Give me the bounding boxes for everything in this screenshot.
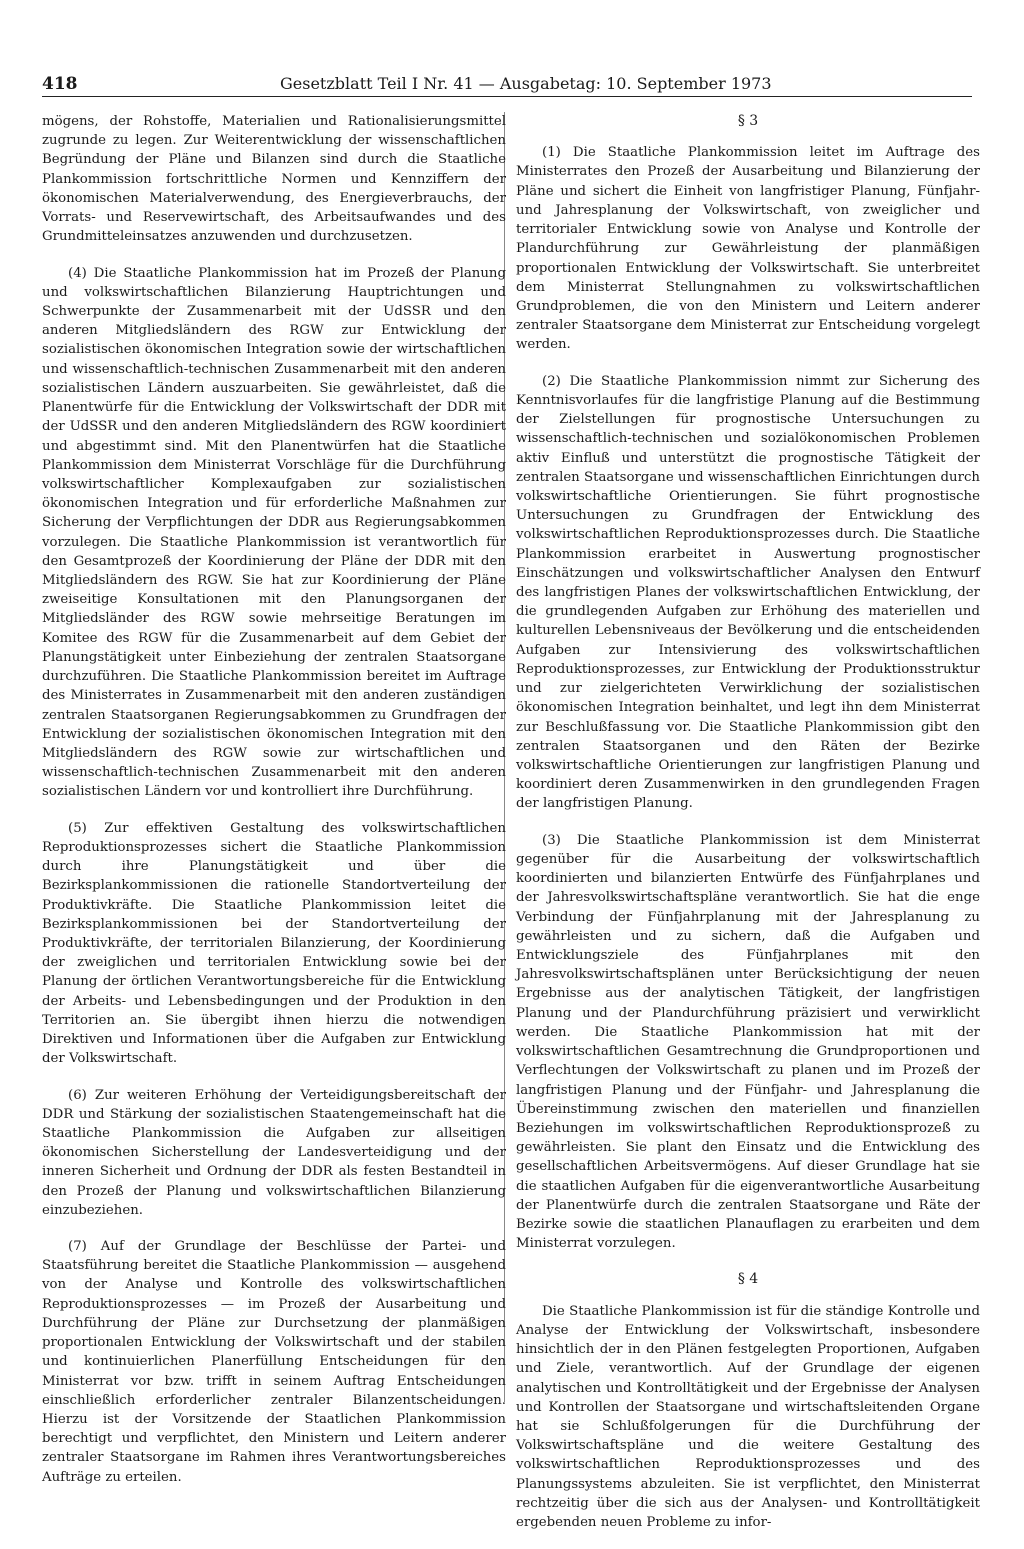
section-4-paragraph-1: Die Staatliche Plankommission ist für die ständige Kontrolle und Analyse der Entwicklung der Volkswirtschaft, insbesondere hinsichtlich der in den Plänen festgelegten Proportionen, Aufgaben und Ziele, verantwortlich. Auf der Grundlage der eigenen analytischen und Kontrolltätigkeit und der Ergebnisse der Analysen und Kontrollen der Staatsorgane und wirtschaftsleitenden Organe hat sie Schlußfolgerungen für die Durchführung der Volkswirtschaftspläne und die weitere Gestaltung des volkswirtschaftlichen Reproduktionsprozesses und des Planungssystems abzuleiten. Sie ist verpflichtet, den Ministerrat rechtzeitig über die sich aus der Analysen- und Kontrolltätigkeit ergebenden neuen Probleme zu infor- — [516, 1303, 980, 1531]
page-number: 418 — [42, 74, 78, 94]
paragraph-4: (4) Die Staatliche Plankommission hat im Prozeß der Planung und volkswirtschaftlichen Bilanzierung Hauptrichtungen und Schwerpunkte der Zusammenarbeit mit der UdSSR und den anderen Mitgliedsländern des RGW zur Entwicklung der sozialistischen ökonomischen Integration sowie der wirtschaftlichen und wissenschaftlich-technischen Zusammenarbeit mit den anderen sozialistischen Ländern auszuarbeiten. Sie gewährleistet, daß die Planentwürfe für die Entwicklung der Volkswirtschaft der DDR mit der UdSSR und den anderen Mitgliedsländern des RGW koordiniert und abgestimmt sind. Mit den Planentwürfen hat die Staatliche Plankommission dem Ministerrat Vorschläge für die Durchführung volkswirtschaftlicher Komplexaufgaben zur sozialistischen ökonomischen Integration und für erforderliche Maßnahmen zur Sicherung der Verpflichtungen der DDR aus Regierungsabkommen vorzulegen. Die Staatliche Plankommission ist verantwortlich für den Gesamtprozeß der Koordinierung der Pläne der DDR mit den Mitgliedsländern des RGW. Sie hat zur Koordinierung der Pläne zweiseitige Konsultationen mit den Planungsorganen der Mitgliedsländer des RGW sowie mehrseitige Beratungen im Komitee des RGW für die Zusammenarbeit auf dem Gebiet der Planungstätigkeit unter Einbeziehung der zentralen Staatsorgane durchzuführen. Die Staatliche Plankommission bereitet im Auftrage des Ministerrates in Zusammenarbeit mit den anderen zuständigen zentralen Staatsorganen Regierungsabkommen zu Grundfragen der Entwicklung der sozialistischen ökonomischen Integration mit den Mitgliedsländern des RGW sowie zur wirtschaftlichen und wissenschaftlich-technischen Zusammenarbeit mit den anderen sozialistischen Ländern vor und kontrolliert ihre Durchführung. — [42, 265, 506, 800]
section-4-heading: § 4 — [737, 1271, 759, 1288]
section-3-heading: § 3 — [737, 113, 759, 129]
paragraph-6: (6) Zur weiteren Erhöhung der Verteidigungsbereitschaft der DDR und Stärkung der sozialistischen Staatengemeinschaft hat die Staatliche Plankommission die Aufgaben zur allseitigen ökonomischen Sicherstellung der Landesverteidigung und der inneren Sicherheit und Ordnung der DDR als festen Bestandteil in den Prozeß der Planung und volkswirtschaftlichen Bilanzierung einzubeziehen. — [42, 1087, 506, 1218]
paragraph-7: (7) Auf der Grundlage der Beschlüsse der Partei- und Staatsführung bereitet die Staatliche Plankommission — ausgehend von der Analyse und Kontrolle des volkswirtschaftlichen Reproduktionsprozesses — im Prozeß der Ausarbeitung und Durchführung der Pläne zur Durchsetzung der planmäßigen proportionalen Entwicklung der Volkswirtschaft und der stabilen und kontinuierlichen Planerfüllung Entscheidungen für den Ministerrat vor bzw. trifft in seinem Auftrag Entscheidungen einschließlich erforderlicher zentraler Bilanzentscheidungen. Hierzu ist der Vorsitzende der Staatlichen Plankommission berechtigt und verpflichtet, den Ministern und Leitern anderer zentraler Staatsorgane im Rahmen ihres Verantwortungsbereiches Aufträge zu erteilen. — [42, 1239, 506, 1485]
page-header — [42, 74, 972, 97]
paragraph-continuation: mögens, der Rohstoffe, Materialien und Rationalisierungsmittel zugrunde zu legen. Zur Weiterentwicklung der wissenschaftlichen Begründung der Pläne und Bilanzen sind durch die Staatliche Plankommission fortschrittliche Normen und Kennziffern der ökonomischen Materialverwendung, des Energieverbrauchs, der Vorrats- und Reservewirtschaft, des Arbeitsaufwandes und des Grundmitteleinsatzes anzuwenden und durchzusetzen. — [42, 114, 506, 245]
section-3-paragraph-2: (2) Die Staatliche Plankommission nimmt zur Sicherung des Kenntnisvorlaufes für die langfristige Planung auf die Bestimmung der Zielstellungen für prognostische Untersuchungen zu wissenschaftlich-technischen und sozialökonomischen Problemen aktiv Einfluß und unterstützt die prognostische Tätigkeit der zentralen Staatsorgane und wissenschaftlichen Einrichtungen durch volkswirtschaftliche Orientierungen. Sie führt prognostische Untersuchungen zu Grundfragen der Entwicklung des volkswirtschaftlichen Reproduktionsprozesses durch. Die Staatliche Plankommission erarbeitet in Auswertung prognostischer Einschätzungen und volkswirtschaftlicher Analysen den Entwurf des langfristigen Planes der volkswirtschaftlichen Entwicklung, der die grundlegenden Aufgaben zur Erhöhung des materiellen und kulturellen Lebensniveaus der Bevölkerung und die entscheidenden Aufgaben zur Intensivierung des volkswirtschaftlichen Reproduktionsprozesses, zur Entwicklung der Produktionsstruktur und zur zielgerichteten Verwirklichung der sozialistischen ökonomischen Integration beinhaltet, und legt ihn dem Ministerrat zur Beschlußfassung vor. Die Staatliche Plankommission gibt den zentralen Staatsorganen und den Räten der Bezirke volkswirtschaftliche Orientierungen zur langfristigen Planung und koordiniert deren Zusammenwirken in den grundlegenden Fragen der langfristigen Planung. — [516, 373, 980, 812]
right-column — [516, 112, 980, 1549]
left-column — [42, 112, 506, 1504]
section-3-paragraph-1: (1) Die Staatliche Plankommission leitet im Auftrage des Ministerrates den Prozeß der Ausarbeitung und Bilanzierung der Pläne und sichert die Einheit von langfristiger Planung, Fünfjahr- und Jahresplanung der Volkswirtschaft, von zweiglicher und territorialer Entwicklung sowie von Analyse und Kontrolle der Plandurchführung zur Gewährleistung der planmäßigen proportionalen Entwicklung der Volkswirtschaft. Sie unterbreitet dem Ministerrat Stellungnahmen zu volkswirtschaftlichen Grundproblemen, die von den Ministern und Leitern anderer zentraler Staatsorgane dem Ministerrat zur Entscheidung vorgelegt werden. — [516, 145, 980, 353]
section-3-paragraph-3: (3) Die Staatliche Plankommission ist dem Ministerrat gegenüber für die Ausarbeitung der volkswirtschaftlich koordinierten und bilanzierten Entwürfe des Fünfjahrplanes und der Jahresvolkswirtschaftspläne verantwortlich. Sie hat die enge Verbindung der Fünfjahrplanung mit der Jahresplanung zu gewährleisten und zu sichern, daß die Aufgaben und Entwicklungsziele des Fünfjahrplanes mit den Jahresvolkswirtschaftsplänen unter Berücksichtigung der neuen Ergebnisse aus der analytischen Tätigkeit, der langfristigen Planung und der Plandurchführung präzisiert und verwirklicht werden. Die Staatliche Plankommission hat mit der volkswirtschaftlichen Gesamtrechnung die Grundproportionen und Verflechtungen der Volkswirtschaft zu planen und im Prozeß der langfristigen Planung und der Fünfjahr- und Jahresplanung die Übereinstimmung zwischen den materiellen und finanziellen Beziehungen im volkswirtschaftlichen Reproduktionsprozeß zu gewährleisten. Sie plant den Einsatz und die Entwicklung des gesellschaftlichen Arbeitsvermögens. Auf dieser Grundlage hat sie die staatlichen Aufgaben für die eigenverantwortliche Ausarbeitung der Planentwürfe durch die zentralen Staatsorgane und Räte der Bezirke sowie die staatlichen Planauflagen zu erarbeiten und dem Ministerrat vorzulegen. — [516, 832, 980, 1252]
paragraph-5: (5) Zur effektiven Gestaltung des volkswirtschaftlichen Reproduktionsprozesses sichert die Staatliche Plankommission durch ihre Planungstätigkeit und über die Bezirksplankommissionen die rationelle Standortverteilung der Produktivkräfte. Die Staatliche Plankommission leitet die Bezirksplankommissionen bei der Standortverteilung der Produktivkräfte, der territorialen Bilanzierung, der Koordinierung der zweiglichen und territorialen Entwicklung sowie bei der Planung der örtlichen Verantwortungsbereiche für die Entwicklung der Arbeits- und Lebensbedingungen und der Produktion in den Territorien an. Sie übergibt ihnen hierzu die notwendigen Direktiven und Informationen über die Aufgaben zur Entwicklung der Volkswirtschaft. — [42, 820, 506, 1067]
running-title: Gesetzblatt Teil I Nr. 41 — Ausgabetag: 10. September 1973 — [280, 74, 772, 93]
